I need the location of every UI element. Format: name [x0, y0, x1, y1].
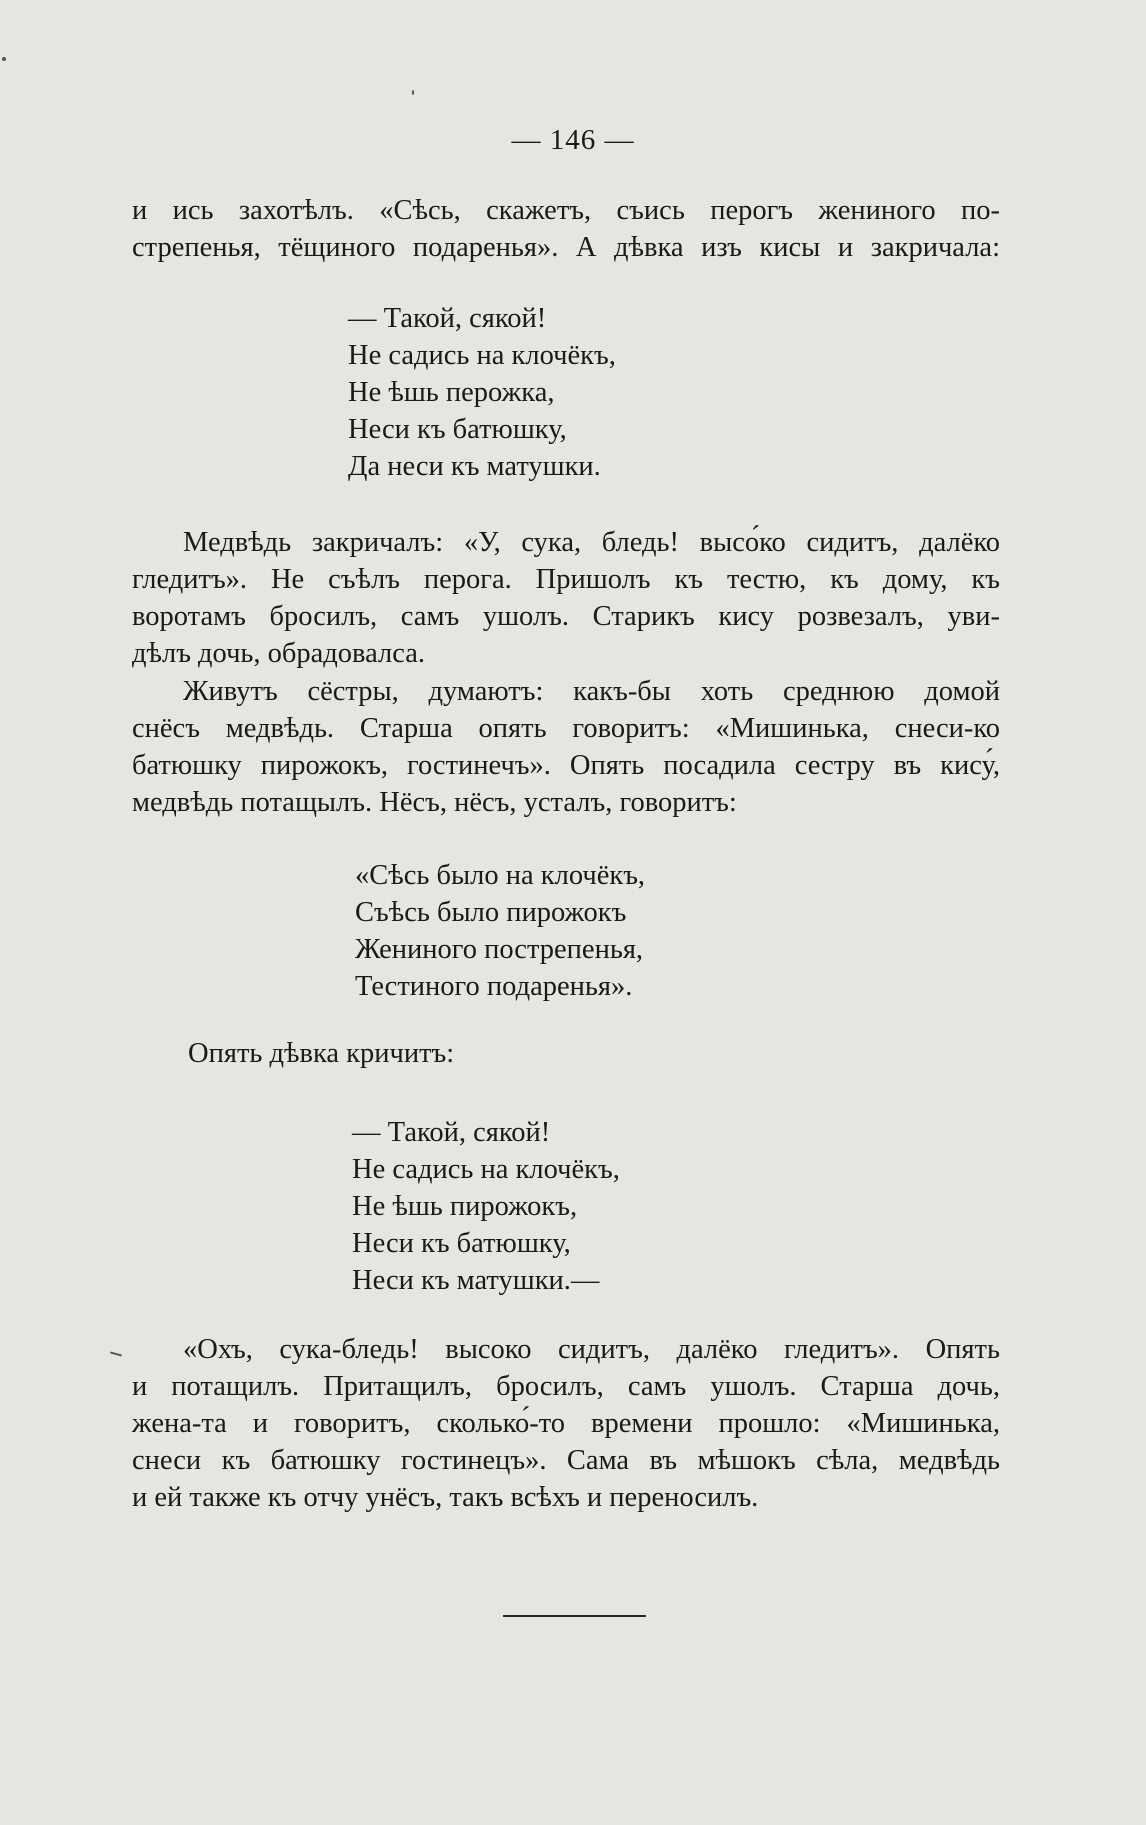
paragraph-5-line: жена-та и говоритъ, сколько́-то времени прошло: «Мишинька, [132, 1408, 1000, 1439]
verse-1-line: — Такой, сякой! [348, 303, 547, 334]
paragraph-2-line: гледитъ». Не съѣлъ перога. Пришолъ къ тестю, къ дому, къ [132, 564, 1000, 595]
verse-2-line: «Сѣсь было на клочёкъ, [355, 860, 646, 891]
margin-mark [110, 1351, 122, 1356]
verse-3-line: Неси къ батюшку, [352, 1228, 571, 1259]
paragraph-3-line: медвѣдь потащылъ. Нёсъ, нёсъ, усталъ, говоритъ: [132, 787, 737, 818]
verse-3-line: Не садись на клочёкъ, [352, 1154, 620, 1185]
paragraph-5-line: «Охъ, сука-бледь! высоко сидитъ, далёко гледитъ». Опять [183, 1334, 1000, 1365]
page-number: — 146 — [511, 124, 635, 156]
verse-1-line: Да неси къ матушки. [348, 451, 601, 482]
paragraph-5-line: и ей также къ отчу унёсъ, такъ всѣхъ и переносилъ. [132, 1482, 759, 1513]
paragraph-3-line: батюшку пирожокъ, гостинечъ». Опять посадила сестру въ кису́, [132, 750, 1000, 781]
verse-2-line: Съѣсь было пирожокъ [355, 897, 627, 928]
paragraph-5-line: и потащилъ. Притащилъ, бросилъ, самъ ушолъ. Старша дочь, [132, 1371, 1000, 1402]
verse-3-line: — Такой, сякой! [352, 1117, 551, 1148]
paragraph-5-line: снеси къ батюшку гостинецъ». Сама въ мѣшокъ сѣла, медвѣдь [132, 1445, 1000, 1476]
paragraph-4-line: Опять дѣвка кричитъ: [188, 1038, 455, 1069]
verse-1-line: Не садись на клочёкъ, [348, 340, 616, 371]
paragraph-3-line: Живутъ сёстры, думаютъ: какъ-бы хоть среднюю домой [183, 676, 1000, 707]
verse-2-line: Тестиного подаренья». [355, 971, 633, 1002]
verse-3-line: Не ѣшь пирожокъ, [352, 1191, 578, 1222]
paragraph-2-line: дѣлъ дочь, обрадовалса. [132, 638, 426, 669]
verse-3-line: Неси къ матушки.— [352, 1265, 600, 1296]
paragraph-3-line: снёсъ медвѣдь. Старша опять говоритъ: «Мишинька, снеси-ко [132, 713, 1000, 744]
paragraph-2-line: Медвѣдь закричалъ: «У, сука, бледь! высо́ко сидитъ, далёко [183, 527, 1000, 558]
verse-2-line: Жениного пострепенья, [355, 934, 644, 965]
verse-1-line: Не ѣшь перожка, [348, 377, 555, 408]
section-end-rule [503, 1615, 646, 1617]
paragraph-2-line: воротамъ бросилъ, самъ ушолъ. Старикъ кису розвезалъ, уви- [132, 601, 1000, 632]
verse-1-line: Неси къ батюшку, [348, 414, 567, 445]
paragraph-1-line: стрепенья, тёщиного подаренья». А дѣвка изъ кисы и закричала: [132, 232, 1000, 263]
paragraph-1-line: и ись захотѣлъ. «Сѣсь, скажетъ, съись перогъ жениного по- [132, 195, 1000, 226]
paper-speck [2, 57, 6, 61]
paper-speck [412, 90, 414, 95]
